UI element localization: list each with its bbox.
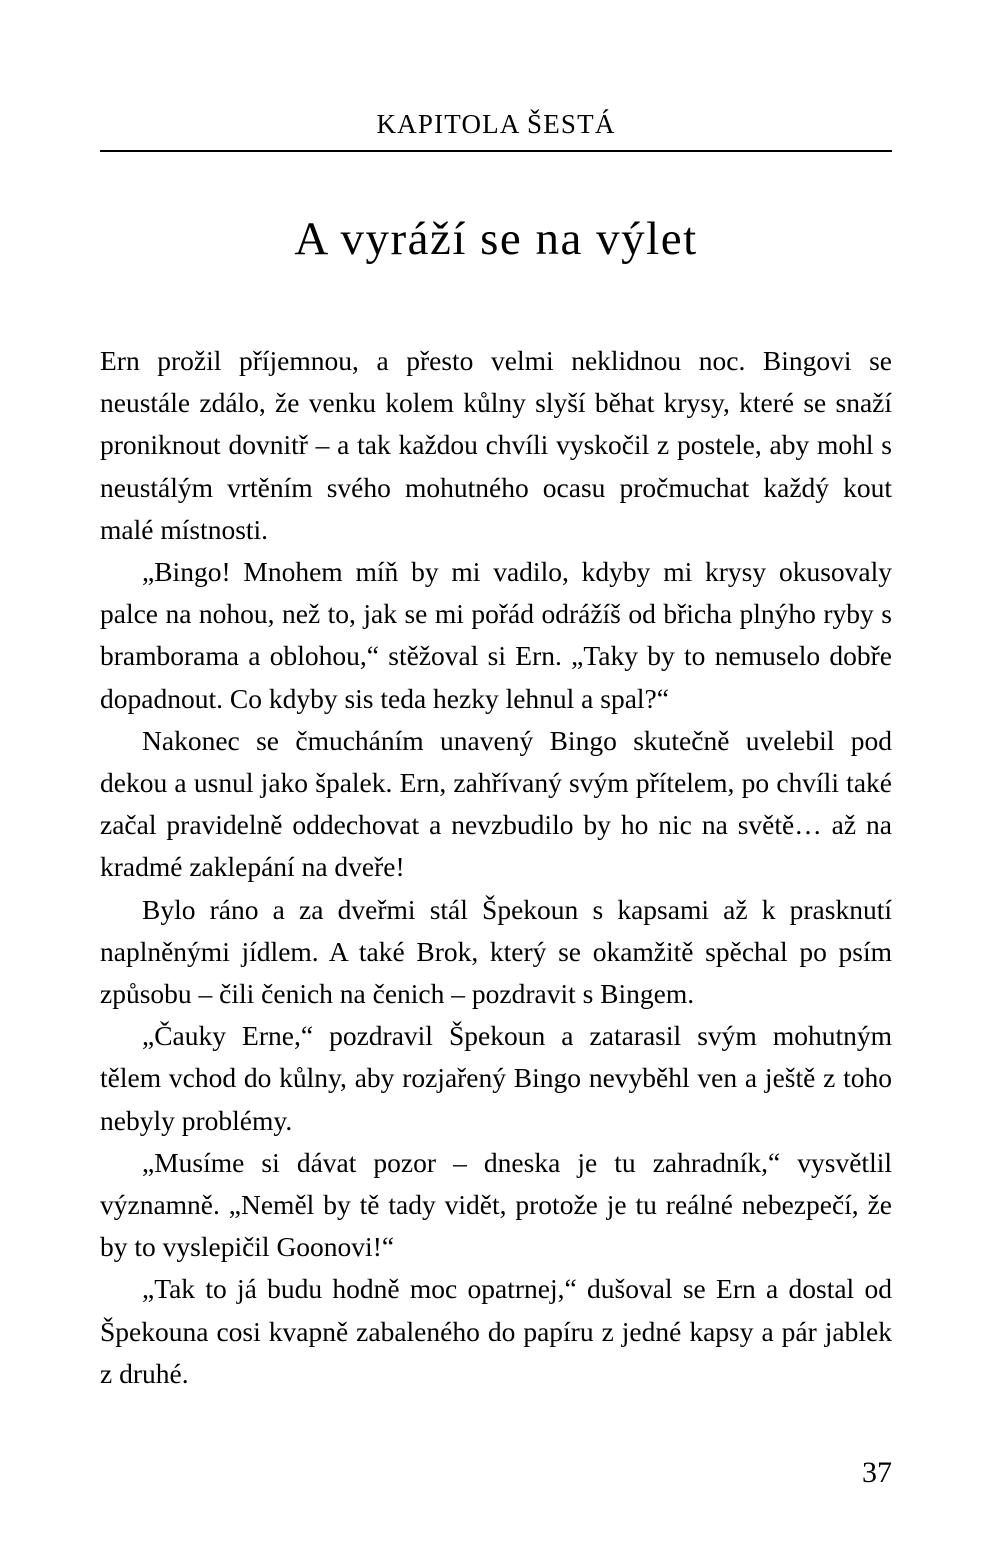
paragraph: Ern prožil příjemnou, a přesto velmi neklidnou noc. Bingovi se neustále zdálo, že venku kolem kůlny slyší běhat krysy, které se snaží proniknout dovnitř – a tak každou chvíli vyskočil z postele, aby mohl s neustálým vrtěním svého mohutného ocasu pročmuchat každý kout malé místnosti.	[100, 345, 892, 545]
paragraph: „Tak to já budu hodně moc opatrnej,“ dušoval se Ern a dostal od Špekouna cosi kvapně zabaleného do papíru z jedné kapsy a pár jablek z druhé.	[100, 1273, 892, 1389]
header-rule	[100, 150, 892, 152]
chapter-label: KAPITOLA ŠESTÁ	[376, 109, 616, 139]
paragraph: „Musíme si dávat pozor – dneska je tu zahradník,“ vysvětlil významně. „Neměl by tě tady vidět, protože je tu reálné nebezpečí, že by to vyslepičil Goonovi!“	[100, 1146, 892, 1263]
paragraph: „Čauky Erne,“ pozdravil Špekoun a zatarasil svým mohutným tělem vchod do kůlny, aby rozjařený Bingo nevyběhl ven a ještě z toho nebyly problémy.	[100, 1020, 892, 1136]
paragraph: Bylo ráno a za dveřmi stál Špekoun s kapsami až k prasknutí naplněnými jídlem. A také Brok, který se okamžitě spěchal po psím způsobu – čili čenich na čenich – pozdravit s Bingem.	[100, 893, 892, 1010]
chapter-header	[100, 110, 892, 152]
body-text	[100, 340, 892, 1395]
paragraph: „Bingo! Mnohem míň by mi vadilo, kdyby mi krysy okusovaly palce na nohou, než to, jak se mi pořád odrážíš od břicha plnýho ryby s bramborama a oblohou,“ stěžoval si Ern. „Taky by to nemuselo dobře dopadnout. Co kdyby sis teda hezky lehnul a spal?“	[100, 556, 892, 714]
paragraph: Nakonec se čmucháním unavený Bingo skutečně uvelebil pod dekou a usnul jako špalek. Ern, zahřívaný svým přítelem, po chvíli také začal pravidelně oddechovat a nevzbudilo by ho nic na světě… až na kradmé zaklepání na dveře!	[100, 724, 892, 883]
page-number: 37	[862, 1456, 892, 1489]
chapter-title: A vyráží se na výlet	[294, 213, 698, 265]
